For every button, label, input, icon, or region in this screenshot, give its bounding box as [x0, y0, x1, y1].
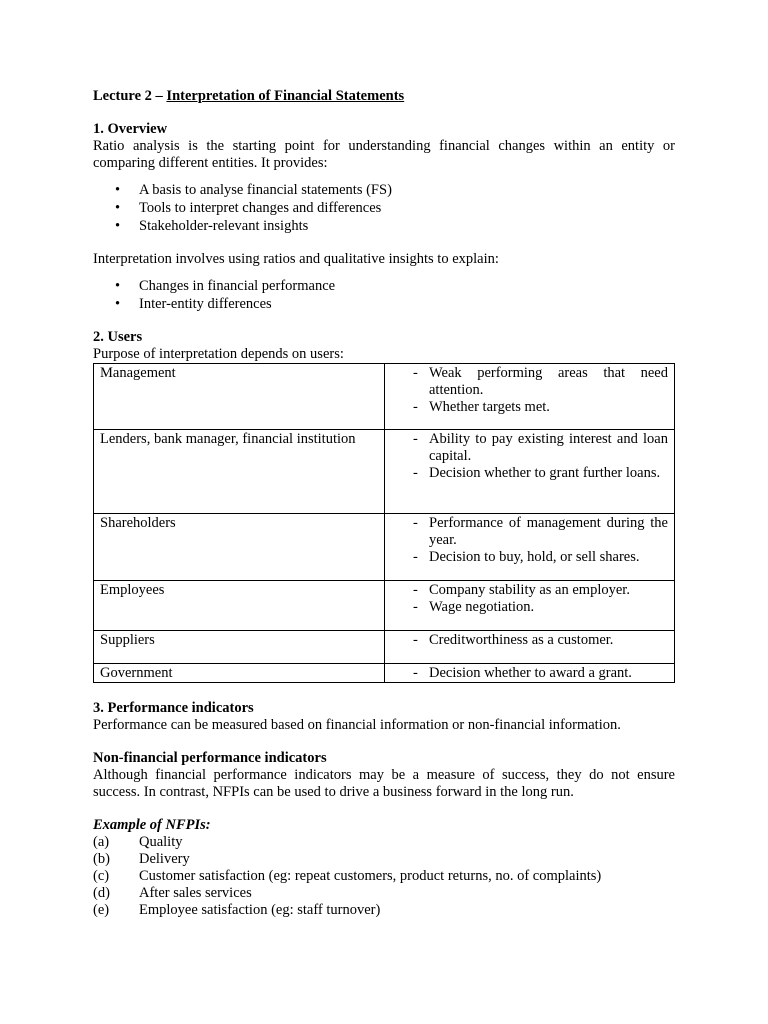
purpose-item: - Creditworthiness as a customer.	[413, 632, 614, 648]
list-item: • Changes in financial performance	[115, 278, 336, 294]
nfpi-heading: Non-financial performance indicators	[93, 750, 327, 766]
dash-icon: -	[413, 399, 418, 415]
list-item: • Inter-entity differences	[115, 296, 272, 312]
purpose-cell	[385, 581, 675, 631]
purpose-item: - Decision whether to grant further loans.	[413, 465, 661, 481]
list-item: (e) Employee satisfaction (eg: staff turnover)	[93, 902, 381, 918]
nfpi-examples-list	[93, 834, 675, 919]
dash-icon: -	[413, 665, 418, 681]
user-cell: Management	[94, 364, 385, 430]
bullet-icon: •	[115, 278, 121, 294]
interpretation-intro: Interpretation involves using ratios and qualitative insights to explain:	[93, 251, 499, 267]
list-item: • A basis to analyse financial statements (FS)	[115, 182, 392, 198]
performance-heading: 3. Performance indicators	[93, 700, 254, 716]
item-marker: (a)	[93, 834, 110, 850]
bullet-icon: •	[115, 218, 121, 234]
table-row	[94, 664, 675, 683]
purpose-item: - Wage negotiation.	[413, 599, 535, 615]
bullet-icon: •	[115, 200, 121, 216]
item-marker: (b)	[93, 851, 110, 867]
list-item: (c) Customer satisfaction (eg: repeat customers, product returns, no. of complaints)	[93, 868, 602, 884]
item-marker: (d)	[93, 885, 110, 901]
dash-icon: -	[413, 465, 418, 481]
list-item: (d) After sales services	[93, 885, 252, 901]
dash-icon: -	[413, 599, 418, 615]
purpose-item: - Ability to pay existing interest and loan capital.	[413, 431, 668, 464]
dash-icon: -	[413, 582, 418, 598]
list-item: (a) Quality	[93, 834, 183, 850]
purpose-item: - Decision to buy, hold, or sell shares.	[413, 549, 640, 565]
users-intro: Purpose of interpretation depends on users:	[93, 346, 344, 362]
purpose-item: - Weak performing areas that need attention.	[413, 365, 668, 398]
user-cell: Shareholders	[94, 514, 385, 581]
item-marker: (c)	[93, 868, 110, 884]
purpose-cell	[385, 664, 675, 683]
user-cell: Suppliers	[94, 631, 385, 664]
bullet-icon: •	[115, 296, 121, 312]
example-heading: Example of NFPIs:	[93, 817, 211, 833]
dash-icon: -	[413, 549, 418, 565]
list-item: • Stakeholder-relevant insights	[115, 218, 309, 234]
purpose-cell	[385, 631, 675, 664]
user-cell: Government	[94, 664, 385, 683]
lecture-number: Lecture 2 –	[93, 88, 167, 104]
purpose-item: - Whether targets met.	[413, 399, 550, 415]
dash-icon: -	[413, 431, 418, 447]
purpose-item: - Performance of management during the year.	[413, 515, 668, 548]
bullet-icon: •	[115, 182, 121, 198]
table-row	[94, 364, 675, 430]
dash-icon: -	[413, 515, 418, 531]
user-cell: Lenders, bank manager, financial institution	[94, 430, 385, 514]
provides-list	[93, 182, 675, 235]
table-row	[94, 581, 675, 631]
users-heading: 2. Users	[93, 329, 143, 345]
purpose-cell	[385, 430, 675, 514]
dash-icon: -	[413, 365, 418, 381]
list-item: • Tools to interpret changes and differences	[115, 200, 382, 216]
lecture-topic: Interpretation of Financial Statements	[166, 88, 405, 104]
purpose-cell	[385, 364, 675, 430]
purpose-item: - Decision whether to award a grant.	[413, 665, 632, 681]
item-marker: (e)	[93, 902, 110, 918]
explains-list	[93, 278, 675, 313]
dash-icon: -	[413, 632, 418, 648]
list-item: (b) Delivery	[93, 851, 190, 867]
purpose-cell	[385, 514, 675, 581]
user-cell: Employees	[94, 581, 385, 631]
purpose-item: - Company stability as an employer.	[413, 582, 630, 598]
table-row	[94, 514, 675, 581]
performance-intro: Performance can be measured based on financial information or non-financial information.	[93, 717, 621, 733]
users-table	[93, 363, 675, 683]
document-content	[93, 88, 675, 919]
nfpi-text: Although financial performance indicators may be a measure of success, they do not ensure success. In contrast, NFPIs can be used to drive a business forward in the long run.	[93, 767, 675, 800]
overview-heading: 1. Overview	[93, 121, 168, 137]
overview-intro: Ratio analysis is the starting point for understanding financial changes within an entity or comparing different entities. It provides:	[93, 138, 675, 171]
lecture-title	[93, 88, 675, 105]
table-row	[94, 430, 675, 514]
table-row	[94, 631, 675, 664]
